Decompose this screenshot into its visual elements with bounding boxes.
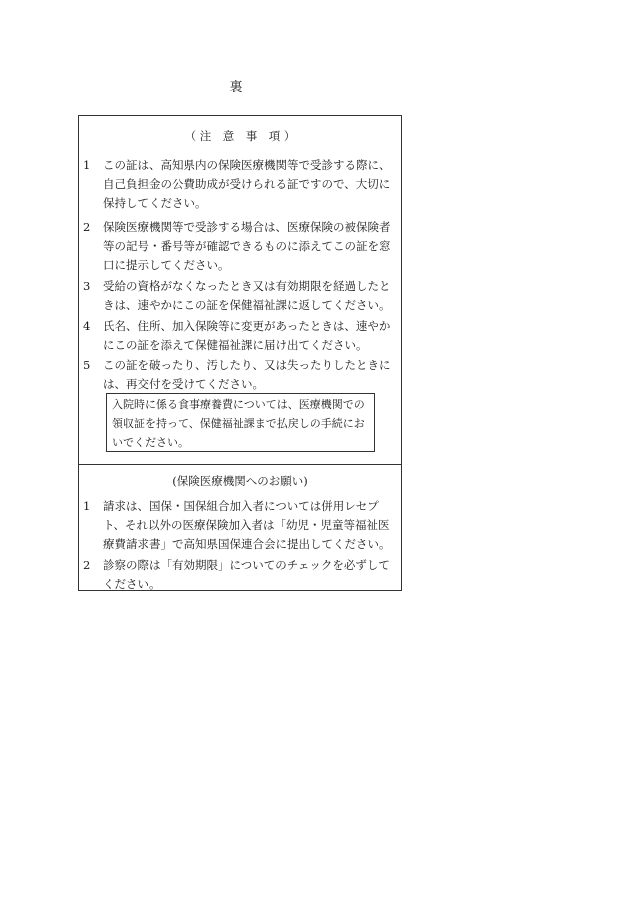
notice-item-text: この証を破ったり、汚したり、又は失ったりしたときには、再交付を受けてください。 [103,358,391,391]
notice-item-number: 4 [83,319,91,333]
notice-item-number: 3 [83,279,91,293]
notice-item-text: 保険医療機関等で受診する場合は、医療保険の被保険者等の記号・番号等が確認できるものに添えてこの証を窓口に提示してください。 [103,220,391,272]
section-divider [79,464,401,465]
meal-expense-note: 入院時に係る食事療養費については、医療機関での領収証を持って、保健福祉課まで払戻しの手続においでください。 [106,393,375,452]
notice-item [83,317,397,355]
request-item-text: 請求は、国保・国保組合加入者については併用レセプト、それ以外の医療保険加入者は「幼児・児童等福祉医療費請求書」で高知県国保連合会に提出してください。 [103,499,391,551]
request-item-text: 診察の際は「有効期限」についてのチェックを必ずしてください。 [103,558,390,591]
request-section-title: (保険医療機関へのお願い) [172,474,308,488]
notice-item [83,218,397,275]
notice-item-number: 2 [83,220,91,234]
notice-item [83,277,397,315]
notice-item [83,156,397,213]
request-item-number: 2 [83,558,91,572]
notice-item-text: 受給の資格がなくなったとき又は有効期限を経過したときは、速やかにこの証を保健福祉課に返してください。 [103,279,391,312]
notice-item-text: この証は、高知県内の保険医療機関等で受診する際に、自己負担金の公費助成が受けられる証ですので、大切に保持してください。 [103,158,391,210]
request-item-number: 1 [83,499,91,513]
notice-item [83,356,397,394]
notice-item-text: 氏名、住所、加入保険等に変更があったときは、速やかにこの証を添えて保健福祉課に届け出てください。 [103,319,391,352]
notice-item-number: 1 [83,158,91,172]
page-heading: 裏 [229,80,243,95]
notice-card-back [78,115,402,591]
notice-item-number: 5 [83,358,91,372]
request-item [83,556,397,594]
request-item [83,497,397,554]
notice-section-title: （ 注 意 事 項 ） [184,129,296,143]
